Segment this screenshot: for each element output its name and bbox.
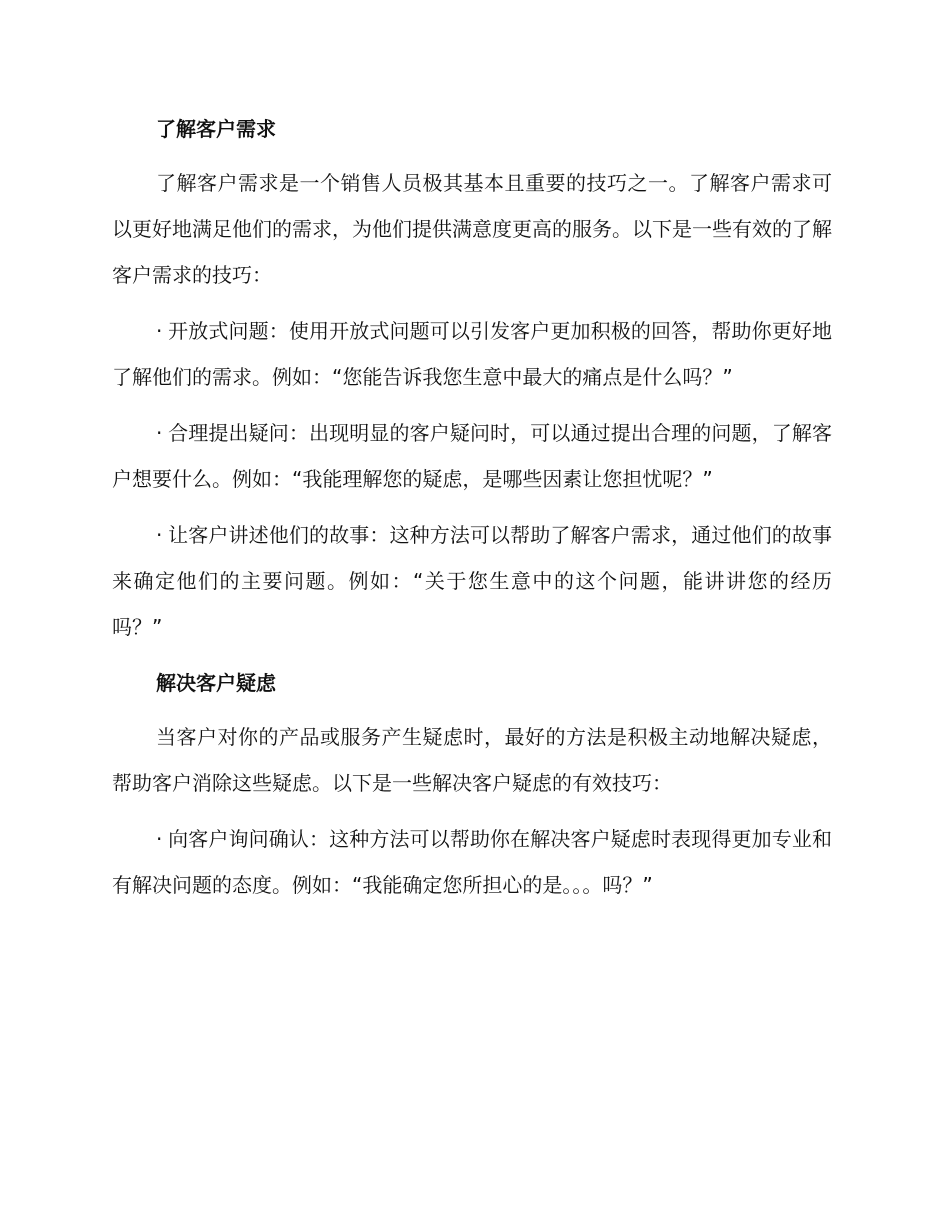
bullet-item — [112, 308, 832, 400]
bullet-text: 合理提出疑问：出现明显的客户疑问时，可以通过提出合理的问题，了解客户想要什么。例如：“我能理解您的疑虑，是哪些因素让您担忧呢？” — [112, 421, 832, 491]
section-heading: 了解客户需求 — [156, 117, 276, 141]
section-intro: 了解客户需求是一个销售人员极其基本且重要的技巧之一。了解客户需求可以更好地满足他们的需求，为他们提供满意度更高的服务。以下是一些有效的了解客户需求的技巧： — [112, 171, 832, 287]
bullet-symbol: · — [156, 523, 163, 547]
bullet-text: 向客户询问确认：这种方法可以帮助你在解决客户疑虑时表现得更加专业和有解决问题的态度。例如：“我能确定您所担心的是。。。吗？” — [112, 827, 832, 897]
bullet-text: 让客户讲述他们的故事：这种方法可以帮助了解客户需求，通过他们的故事来确定他们的主要问题。例如：“关于您生意中的这个问题，能讲讲您的经历吗？” — [112, 523, 832, 639]
bullet-symbol: · — [156, 827, 163, 851]
bullet-item — [112, 512, 832, 650]
bullet-symbol: · — [156, 319, 163, 343]
bullet-item — [112, 410, 832, 502]
document-page — [112, 106, 832, 918]
section-heading: 解决客户疑虑 — [156, 671, 276, 695]
section-intro: 当客户对你的产品或服务产生疑虑时，最好的方法是积极主动地解决疑虑，帮助客户消除这些疑虑。以下是一些解决客户疑虑的有效技巧： — [112, 725, 832, 795]
bullet-text: 开放式问题：使用开放式问题可以引发客户更加积极的回答，帮助你更好地了解他们的需求。例如：“您能告诉我您生意中最大的痛点是什么吗？” — [112, 319, 832, 389]
bullet-symbol: · — [156, 421, 163, 445]
bullet-item — [112, 816, 832, 908]
